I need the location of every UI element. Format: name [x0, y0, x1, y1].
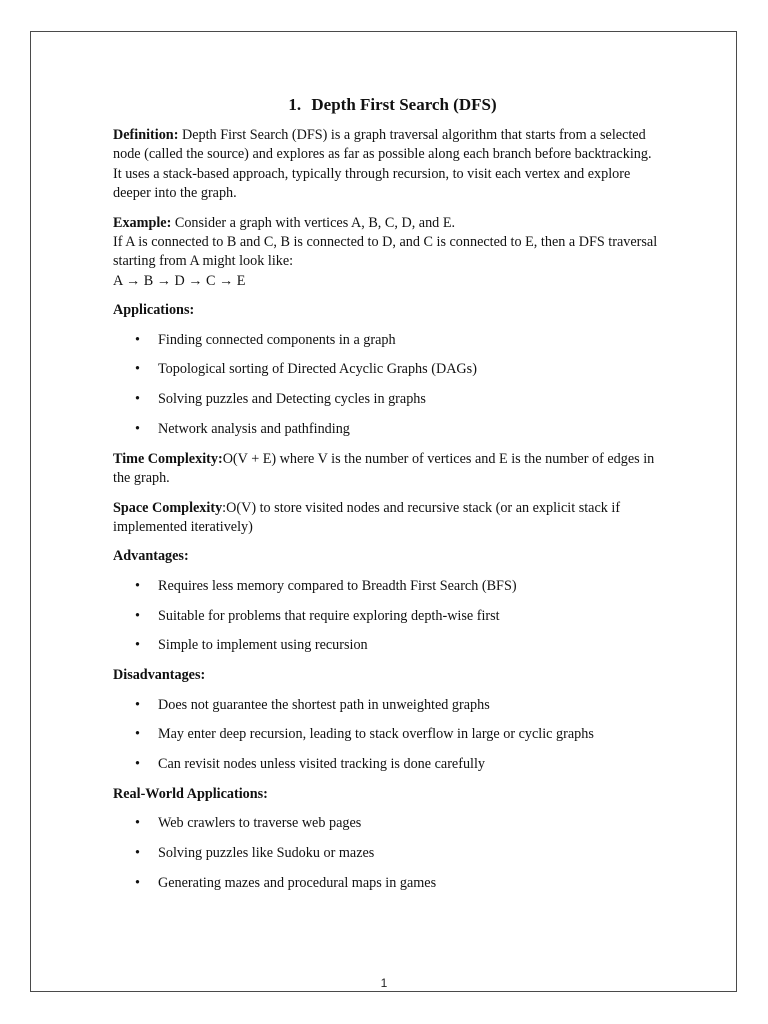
space-complexity-paragraph [113, 499, 658, 538]
time-complexity-label: Time Complexity: [113, 450, 223, 467]
list-item: • Requires less memory compared to Breadth First Search (BFS) [113, 577, 658, 596]
example-line-1: Consider a graph with vertices A, B, C, D, and E. [174, 214, 456, 231]
example-line-2: If A is connected to B and C, B is connected to D, and C is connected to E, then a DFS traversal starting from A might look like: [113, 234, 658, 270]
list-item: • Simple to implement using recursion [113, 636, 658, 655]
time-complexity-paragraph [113, 450, 658, 489]
list-item: • Solving puzzles and Detecting cycles in graphs [113, 390, 658, 409]
real-world-heading: Real-World Applications: [113, 786, 268, 803]
list-item: • Network analysis and pathfinding [113, 420, 658, 439]
advantages-heading: Advantages: [113, 548, 189, 565]
applications-heading: Applications: [113, 302, 195, 319]
space-complexity-text: :O(V) to store visited nodes and recursive stack (or an explicit stack if implemented iteratively) [113, 499, 621, 536]
example-label: Example: [113, 214, 172, 231]
example-paragraph [113, 214, 658, 292]
definition-paragraph [113, 126, 658, 204]
real-world-list [113, 814, 658, 893]
advantages-list [113, 577, 658, 656]
definition-text: Depth First Search (DFS) is a graph traversal algorithm that starts from a selected node (called the source) and explores as far as possible along each branch before backtracking. It uses a stack-based approach, typically through recursion, to visit each vertex and explore deeper into the graph. [113, 127, 652, 202]
list-item: • Topological sorting of Directed Acyclic Graphs (DAGs) [113, 360, 658, 379]
list-item: • Finding connected components in a graph [113, 331, 658, 350]
list-item: • Web crawlers to traverse web pages [113, 814, 658, 833]
list-item: • May enter deep recursion, leading to stack overflow in large or cyclic graphs [113, 725, 658, 744]
page-title [113, 94, 658, 116]
list-item: • Solving puzzles like Sudoku or mazes [113, 844, 658, 863]
list-item: • Does not guarantee the shortest path in unweighted graphs [113, 696, 658, 715]
list-item: • Suitable for problems that require exploring depth-wise first [113, 607, 658, 626]
disadvantages-heading: Disadvantages: [113, 667, 206, 684]
disadvantages-list [113, 696, 658, 775]
title-text: Depth First Search (DFS) [311, 95, 497, 114]
list-item: • Generating mazes and procedural maps in games [113, 874, 658, 893]
title-number: 1. [288, 95, 302, 114]
space-complexity-label: Space Complexity [113, 499, 223, 516]
list-item: • Can revisit nodes unless visited tracking is done carefully [113, 755, 658, 774]
example-traversal: A → B → D → C → E [113, 272, 246, 289]
document-body [113, 94, 658, 904]
applications-list [113, 331, 658, 440]
time-complexity-text: O(V + E) where V is the number of vertices and E is the number of edges in the graph. [113, 450, 655, 487]
definition-label: Definition: [113, 127, 179, 143]
page-number: 1 [380, 976, 388, 990]
